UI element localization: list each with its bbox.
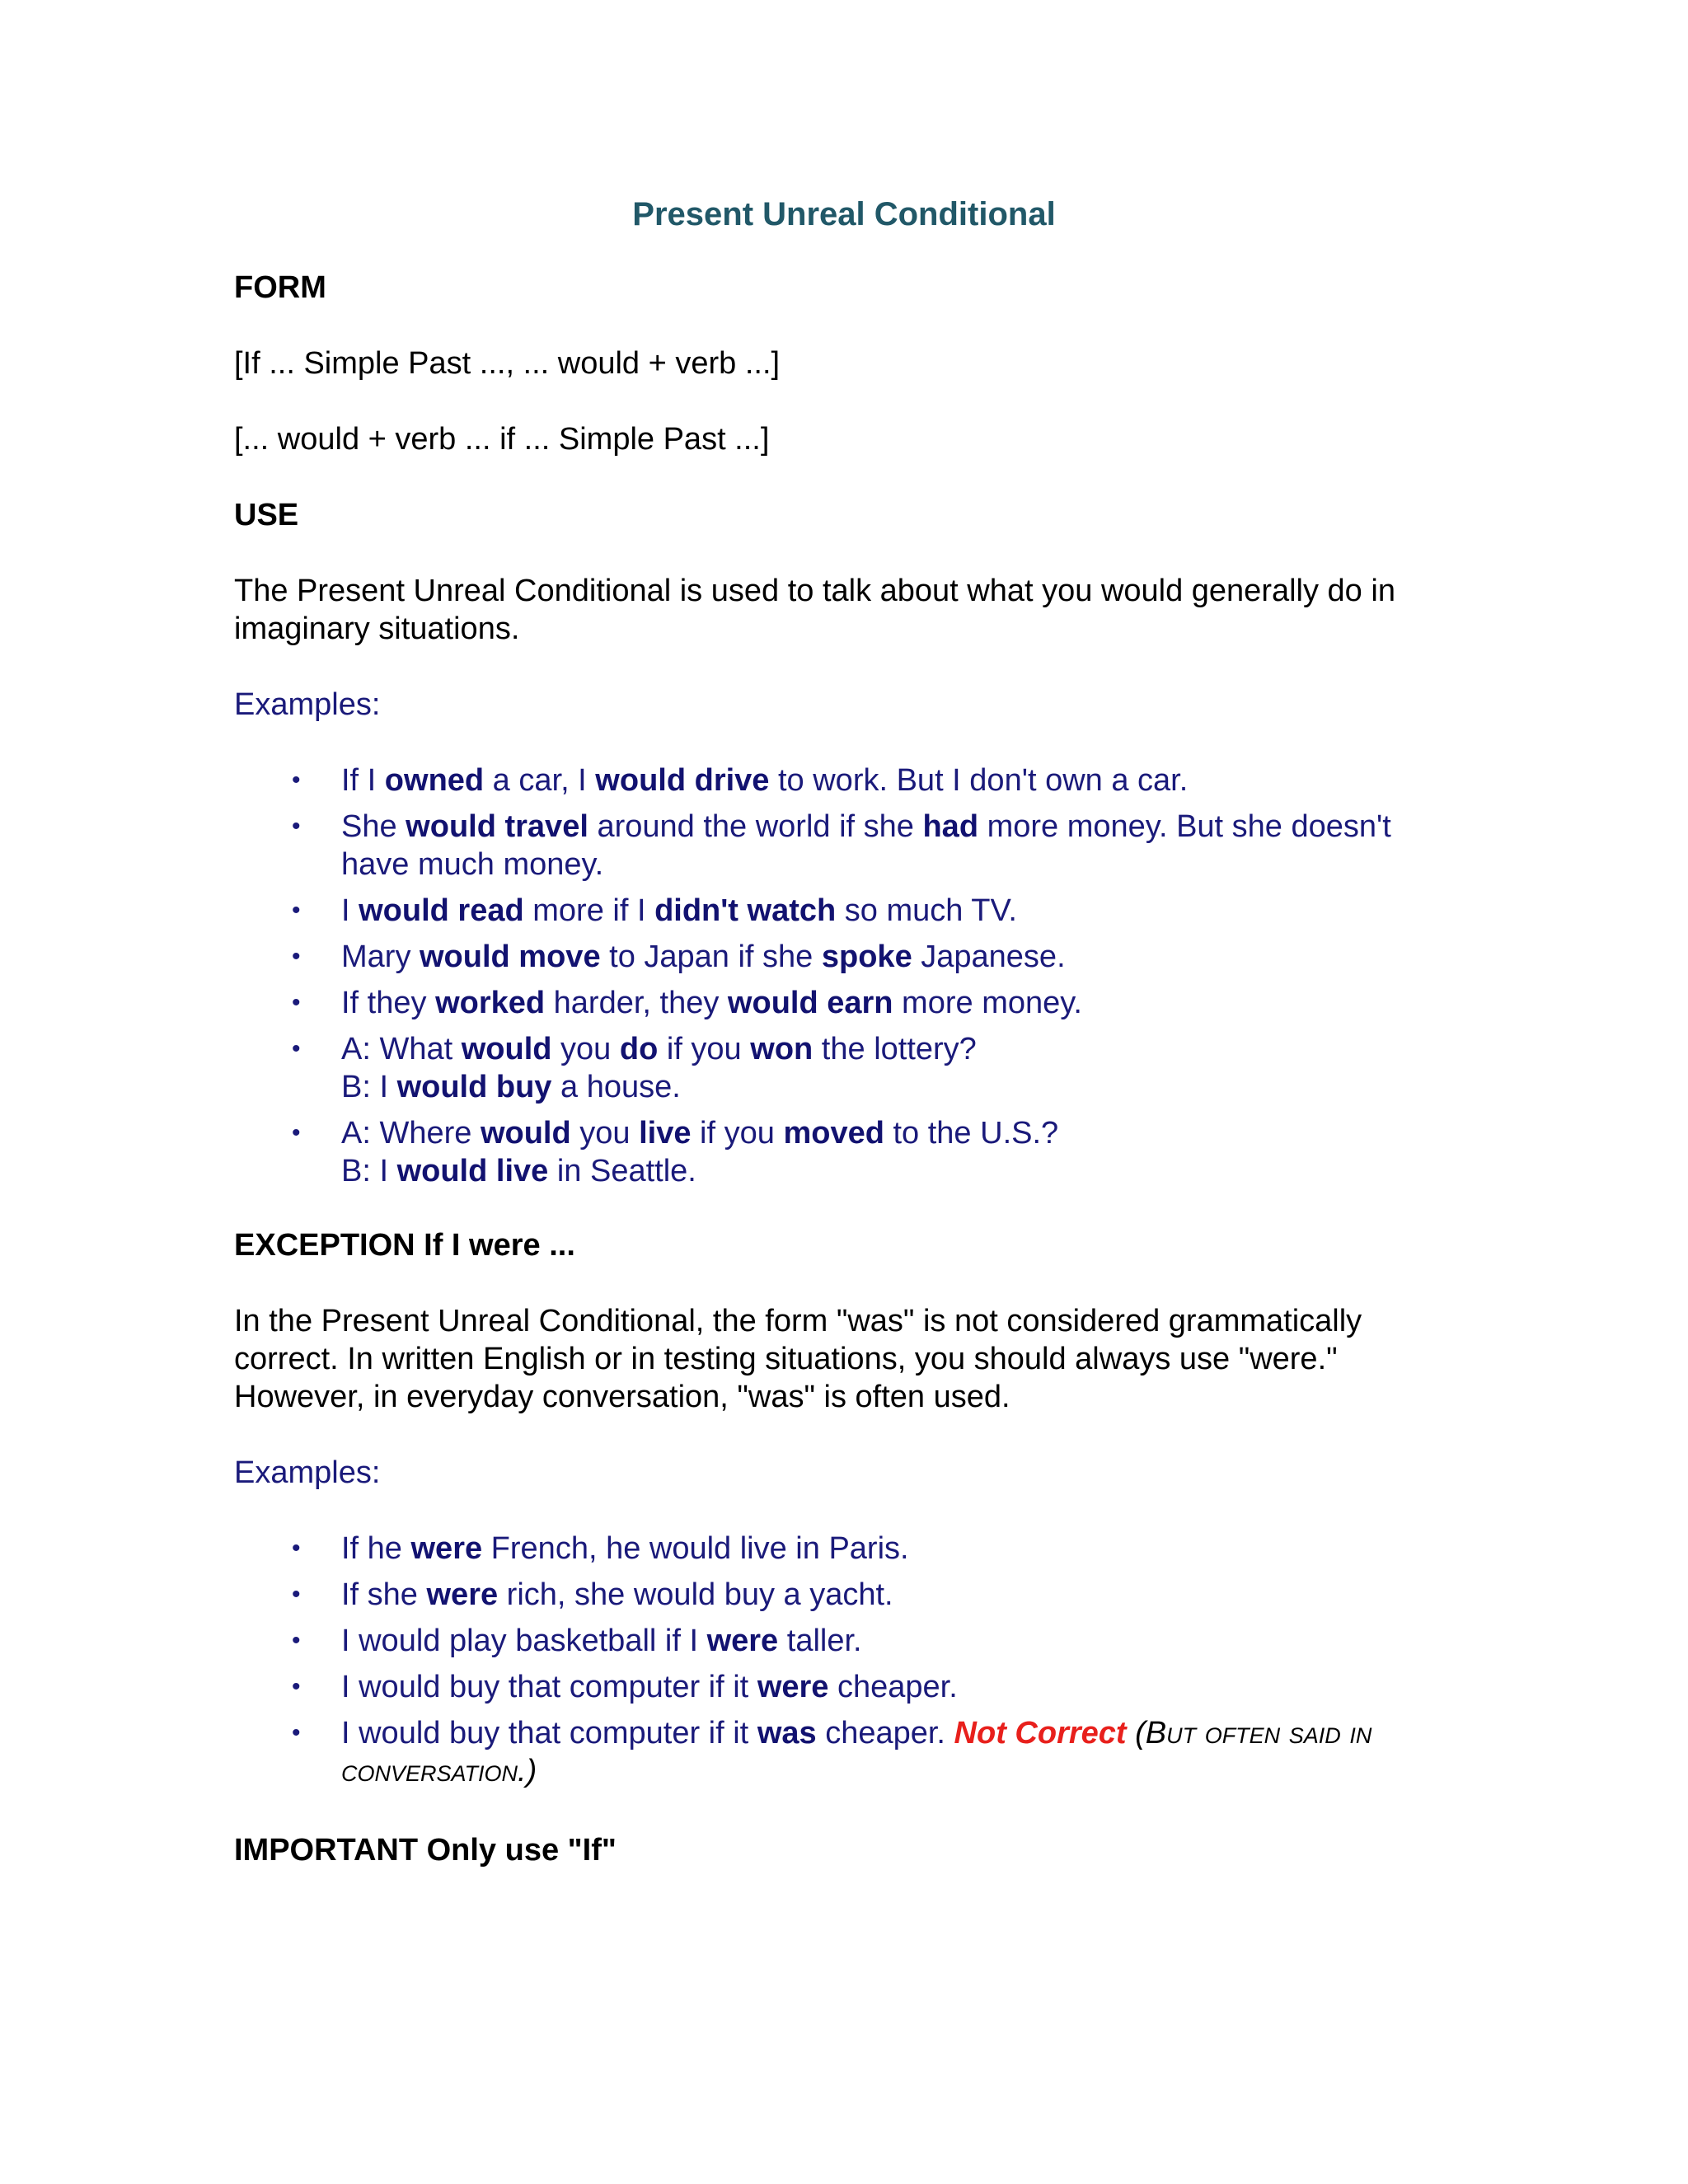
use-examples-label: Examples: (234, 687, 381, 722)
example-emphasis: were (757, 1670, 829, 1704)
example-text: around the world if she (588, 809, 923, 844)
example-emphasis: were (426, 1577, 499, 1612)
bullet-icon: • (292, 1627, 301, 1654)
example-text: If she (341, 1577, 427, 1612)
bullet-icon: • (292, 897, 301, 924)
example-emphasis: would travel (406, 809, 588, 844)
example-emphasis: spoke (821, 940, 912, 974)
example-note-text: (But often said in conversation.) (341, 1716, 1372, 1788)
example-text: I (341, 893, 359, 928)
example-text: more money. But she doesn't have much money. (341, 809, 1391, 882)
example-item (234, 1030, 1454, 1106)
example-note (1127, 1716, 1136, 1750)
example-text: A: Where (341, 1116, 481, 1151)
example-emphasis: didn't watch (654, 893, 837, 928)
bullet-icon: • (292, 943, 301, 970)
form-pattern-2: [... would + verb ... if ... Simple Past ...] (234, 422, 770, 457)
bullet-icon: • (292, 1035, 301, 1062)
example-text: you (570, 1116, 640, 1151)
example-text: I would play basketball if I (341, 1624, 707, 1658)
example-text: if you (658, 1032, 751, 1066)
bullet-icon: • (292, 1535, 301, 1562)
example-emphasis: were (410, 1531, 483, 1566)
example-emphasis: would move (420, 940, 601, 974)
exception-examples-label: Examples: (234, 1455, 381, 1490)
example-text: rich, she would buy a yacht. (498, 1577, 893, 1612)
example-text: more money. (893, 986, 1082, 1020)
example-emphasis: were (706, 1624, 779, 1658)
example-item (234, 984, 1454, 1022)
example-text: A: What (341, 1032, 462, 1066)
example-emphasis: had (922, 809, 979, 844)
bullet-icon: • (292, 1673, 301, 1700)
example-emphasis: do (619, 1032, 659, 1066)
example-text: to work. But I don't own a car. (769, 763, 1189, 798)
example-text: to the U.S.? (884, 1116, 1059, 1151)
example-text: Japanese. (912, 940, 1066, 974)
bullet-icon: • (292, 813, 301, 840)
example-emphasis: won (750, 1032, 814, 1066)
example-emphasis: would buy (396, 1070, 552, 1104)
example-text: a car, I (484, 763, 596, 798)
example-text: B: I (341, 1154, 397, 1188)
example-item (234, 1530, 1454, 1568)
use-heading: USE (234, 498, 299, 532)
example-emphasis: would read (359, 893, 524, 928)
example-text: more if I (523, 893, 655, 928)
bullet-icon: • (292, 1719, 301, 1746)
example-item (234, 1114, 1454, 1190)
example-item (234, 762, 1454, 799)
example-emphasis: would earn (727, 986, 893, 1020)
example-text: a house. (551, 1070, 681, 1104)
example-item (234, 1668, 1454, 1706)
example-item (234, 1576, 1454, 1614)
example-text: If they (341, 986, 436, 1020)
example-text: I would buy that computer if it (341, 1716, 757, 1750)
example-emphasis: would (461, 1032, 552, 1066)
example-text: you (551, 1032, 620, 1066)
example-text: the lottery? (813, 1032, 977, 1066)
example-text: cheaper. (816, 1716, 954, 1750)
example-emphasis: would (480, 1116, 571, 1151)
example-text: I would buy that computer if it (341, 1670, 757, 1704)
example-text: If I (341, 763, 385, 798)
example-item (234, 938, 1454, 976)
example-emphasis: moved (783, 1116, 884, 1151)
use-examples-list (234, 762, 1454, 1198)
bullet-icon: • (292, 989, 301, 1016)
example-item (234, 892, 1454, 930)
example-text: to Japan if she (600, 940, 822, 974)
example-text: harder, they (545, 986, 728, 1020)
example-text: cheaper. (828, 1670, 958, 1704)
example-text: If he (341, 1531, 411, 1566)
example-text: Mary (341, 940, 420, 974)
example-text: B: I (341, 1070, 397, 1104)
use-description: The Present Unreal Conditional is used to talk about what you would generally do in imaginary situations. (234, 574, 1395, 646)
bullet-icon: • (292, 766, 301, 794)
exception-examples-list (234, 1530, 1454, 1798)
example-text: so much TV. (836, 893, 1017, 928)
bullet-icon: • (292, 1119, 301, 1146)
page-title: Present Unreal Conditional (632, 196, 1056, 232)
example-text: in Seattle. (548, 1154, 696, 1188)
example-emphasis: would live (396, 1154, 549, 1188)
example-item (234, 808, 1454, 883)
example-text: taller. (778, 1624, 862, 1658)
bullet-icon: • (292, 1581, 301, 1608)
example-emphasis: worked (435, 986, 546, 1020)
example-emphasis: would drive (595, 763, 770, 798)
example-emphasis: was (757, 1716, 817, 1750)
exception-description: In the Present Unreal Conditional, the form "was" is not considered grammatically correct. In written English or in testing situations, you should always use "were." However, in everyday conversation, "was" is often used. (234, 1304, 1362, 1414)
important-heading: IMPORTANT Only use "If" (234, 1833, 617, 1868)
example-text: if you (691, 1116, 784, 1151)
form-pattern-1: [If ... Simple Past ..., ... would + verb ...] (234, 346, 781, 381)
example-emphasis: owned (384, 763, 485, 798)
example-item (234, 1714, 1454, 1790)
form-heading: FORM (234, 270, 326, 305)
not-correct-label: Not Correct (954, 1716, 1127, 1750)
example-item (234, 1622, 1454, 1660)
example-text: French, he would live in Paris. (482, 1531, 909, 1566)
exception-heading: EXCEPTION If I were ... (234, 1228, 575, 1263)
example-emphasis: live (639, 1116, 692, 1151)
example-text: She (341, 809, 406, 844)
